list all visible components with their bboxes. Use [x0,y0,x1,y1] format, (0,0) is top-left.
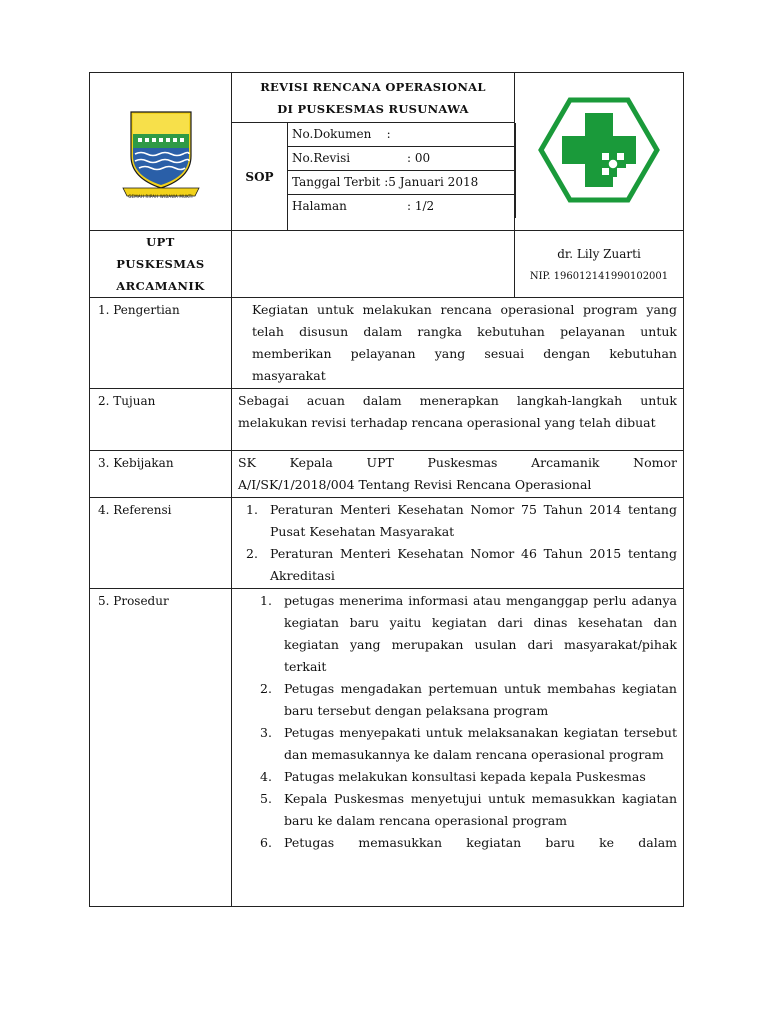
blank-cell [232,231,515,298]
meta-no-revisi: No.Revisi : 00 [288,147,515,171]
prosedur-list [260,590,677,854]
list-item: 1. Peraturan Menteri Kesehatan Nomor 75 Tahun 2014 tentang Pusat Kesehatan Masyarakat [246,502,677,539]
section-list [232,589,684,907]
list-item: 4. Patugas melakukan konsultasi kepada kepala Puskesmas [260,769,646,784]
section-text: Sebagai acuan dalam menerapkan langkah-langkah untuk melakukan revisi terhadap rencana operasional yang telah dibuat [232,389,684,451]
section-label: 4. Referensi [90,498,232,589]
kebijakan-line-2: A/I/SK/1/2018/004 Tentang Revisi Rencana Operasional [238,477,592,492]
unit-line-2: PUSKESMAS [116,257,205,271]
city-motto: GEMAH RIPAH WIBAWA MUKTI [128,194,193,199]
meta-cell [288,123,515,231]
unit-name [90,231,232,298]
section-pengertian [90,298,684,389]
sop-table [89,72,684,907]
kebijakan-line-1: SK Kepala UPT Puskesmas Arcamanik Nomor [238,455,677,470]
section-label: 5. Prosedur [90,589,232,907]
list-item: 2. Peraturan Menteri Kesehatan Nomor 46 Tahun 2015 tentang Akreditasi [246,546,677,583]
section-referensi [90,498,684,589]
meta-row [288,171,515,195]
list-item: 6. Petugas memasukkan kegiatan baru ke dalam [260,835,677,850]
meta-row [288,195,515,219]
meta-tanggal-terbit: Tanggal Terbit :5 Januari 2018 [288,171,515,195]
list-item: 2. Petugas mengadakan pertemuan untuk membahas kegiatan baru tersebut dengan pelaksana program [260,681,677,718]
meta-row [288,147,515,171]
section-text [232,451,684,498]
meta-no-dokumen: No.Dokumen : [288,123,515,147]
signature-cell [515,231,684,298]
meta-table [288,123,516,218]
section-label: 2. Tujuan [90,389,232,451]
puskesmas-logo-cell [515,73,684,231]
section-list [232,498,684,589]
unit-line-3: ARCAMANIK [116,279,205,293]
referensi-list [246,499,677,587]
section-label: 3. Kebijakan [90,451,232,498]
section-label: 1. Pengertian [90,298,232,389]
section-tujuan [90,389,684,451]
meta-halaman: Halaman : 1/2 [288,195,515,219]
puskesmas-cross-icon [534,95,664,205]
list-item: 1. petugas menerima informasi atau menganggap perlu adanya kegiatan baru yaitu kegiatan dari dinas kesehatan dan kegiatan yang merupakan usulan dari masyarakat/pihak terkait [260,593,677,674]
title-line-2: DI PUSKESMAS RUSUNAWA [277,102,469,116]
signer-name: dr. Lily Zuarti [557,246,641,261]
city-logo-cell [90,73,232,231]
section-prosedur [90,589,684,907]
title-line-1: REVISI RENCANA OPERASIONAL [260,80,486,94]
sop-label: SOP [232,123,288,231]
section-kebijakan [90,451,684,498]
section-text: Kegiatan untuk melakukan rencana operasional program yang telah disusun dalam rangka kebutuhan pelayanan untuk memberikan pelayanan yang sesuai dengan kebutuhan masyarakat [232,298,684,389]
sop-document [89,72,683,907]
unit-line-1: UPT [146,235,175,249]
signer-nip: NIP. 196012141990102001 [529,270,669,282]
meta-row [288,123,515,147]
document-title [232,73,515,123]
city-emblem-icon [111,104,211,200]
list-item: 5. Kepala Puskesmas menyetujui untuk memasukkan kagiatan baru ke dalam rencana operasional program [260,791,677,828]
list-item: 3. Petugas menyepakati untuk melaksanakan kegiatan tersebut dan memasukannya ke dalam rencana operasional program [260,725,677,762]
